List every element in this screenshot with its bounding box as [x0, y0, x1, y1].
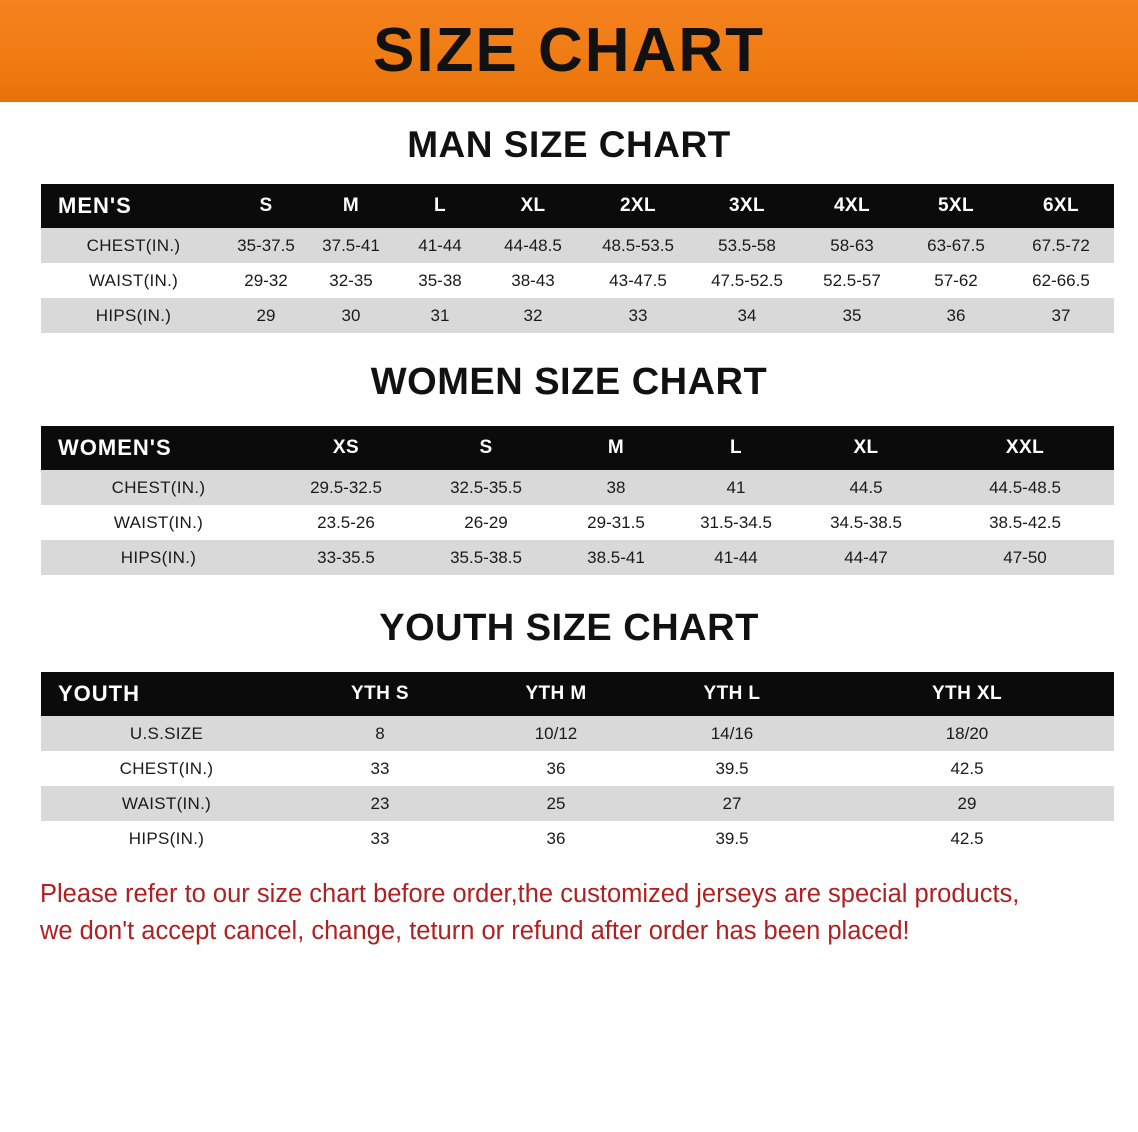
man-row-label-1: WAIST(IN.): [41, 263, 226, 298]
man-cell-2-1: 30: [306, 298, 396, 333]
man-cell-1-5: 47.5-52.5: [694, 263, 800, 298]
table-row: [41, 751, 1114, 786]
youth-cell-0-2: 14/16: [644, 716, 820, 751]
youth-row-label-1: CHEST(IN.): [41, 751, 292, 786]
man-cell-0-1: 37.5-41: [306, 228, 396, 263]
man-col-0: S: [226, 184, 306, 228]
table-row: [41, 821, 1114, 856]
man-cell-2-3: 32: [484, 298, 582, 333]
women-cell-0-1: 32.5-35.5: [416, 470, 556, 505]
man-col-8: 6XL: [1008, 184, 1114, 228]
women-size-table: [41, 426, 1114, 575]
youth-corner-label: YOUTH: [41, 672, 292, 716]
youth-cell-2-0: 23: [292, 786, 468, 821]
man-cell-2-2: 31: [396, 298, 484, 333]
man-col-4: 2XL: [582, 184, 694, 228]
youth-table-body: [41, 716, 1114, 856]
man-section-title: MAN SIZE CHART: [407, 124, 731, 165]
table-row: [41, 298, 1114, 333]
man-table-head: [41, 184, 1114, 228]
man-cell-0-6: 58-63: [800, 228, 904, 263]
table-row: [41, 470, 1114, 505]
women-cell-0-5: 44.5-48.5: [936, 470, 1114, 505]
women-cell-2-2: 38.5-41: [556, 540, 676, 575]
man-cell-2-8: 37: [1008, 298, 1114, 333]
youth-cell-1-2: 39.5: [644, 751, 820, 786]
youth-header-row: [41, 672, 1114, 716]
disclaimer-line-1: Please refer to our size chart before order,the customized jerseys are special products,: [40, 880, 1020, 908]
women-cell-2-4: 44-47: [796, 540, 936, 575]
man-cell-1-2: 35-38: [396, 263, 484, 298]
women-col-3: L: [676, 426, 796, 470]
man-col-3: XL: [484, 184, 582, 228]
man-cell-1-0: 29-32: [226, 263, 306, 298]
man-cell-1-8: 62-66.5: [1008, 263, 1114, 298]
women-cell-1-5: 38.5-42.5: [936, 505, 1114, 540]
youth-cell-1-0: 33: [292, 751, 468, 786]
man-cell-1-4: 43-47.5: [582, 263, 694, 298]
women-cell-1-3: 31.5-34.5: [676, 505, 796, 540]
women-col-5: XXL: [936, 426, 1114, 470]
table-row: [41, 786, 1114, 821]
man-cell-0-7: 63-67.5: [904, 228, 1008, 263]
youth-section-title: YOUTH SIZE CHART: [379, 607, 759, 649]
man-row-label-2: HIPS(IN.): [41, 298, 226, 333]
man-cell-0-5: 53.5-58: [694, 228, 800, 263]
man-cell-2-4: 33: [582, 298, 694, 333]
man-cell-2-0: 29: [226, 298, 306, 333]
man-col-6: 4XL: [800, 184, 904, 228]
disclaimer-note: [40, 876, 1098, 950]
youth-cell-1-1: 36: [468, 751, 644, 786]
women-table-wrap: [41, 426, 1097, 575]
women-cell-1-0: 23.5-26: [276, 505, 416, 540]
youth-cell-1-3: 42.5: [820, 751, 1114, 786]
man-row-label-0: CHEST(IN.): [41, 228, 226, 263]
man-cell-2-5: 34: [694, 298, 800, 333]
women-col-1: S: [416, 426, 556, 470]
women-cell-1-2: 29-31.5: [556, 505, 676, 540]
women-cell-0-2: 38: [556, 470, 676, 505]
youth-row-label-3: HIPS(IN.): [41, 821, 292, 856]
youth-cell-3-0: 33: [292, 821, 468, 856]
man-col-1: M: [306, 184, 396, 228]
man-col-2: L: [396, 184, 484, 228]
youth-cell-2-1: 25: [468, 786, 644, 821]
man-col-5: 3XL: [694, 184, 800, 228]
man-table-body: [41, 228, 1114, 333]
youth-size-table: [41, 672, 1114, 856]
table-row: [41, 228, 1114, 263]
man-col-7: 5XL: [904, 184, 1008, 228]
women-row-label-0: CHEST(IN.): [41, 470, 276, 505]
women-table-body: [41, 470, 1114, 575]
youth-row-label-2: WAIST(IN.): [41, 786, 292, 821]
man-cell-2-6: 35: [800, 298, 904, 333]
table-row: [41, 505, 1114, 540]
women-cell-2-3: 41-44: [676, 540, 796, 575]
women-cell-2-0: 33-35.5: [276, 540, 416, 575]
youth-cell-0-0: 8: [292, 716, 468, 751]
youth-table-wrap: [41, 672, 1097, 856]
women-section-title: WOMEN SIZE CHART: [370, 361, 768, 403]
youth-cell-0-1: 10/12: [468, 716, 644, 751]
women-cell-2-1: 35.5-38.5: [416, 540, 556, 575]
man-cell-0-4: 48.5-53.5: [582, 228, 694, 263]
man-corner-label: MEN'S: [41, 184, 226, 228]
youth-row-label-0: U.S.SIZE: [41, 716, 292, 751]
youth-col-0: YTH S: [292, 672, 468, 716]
youth-cell-3-1: 36: [468, 821, 644, 856]
women-cell-2-5: 47-50: [936, 540, 1114, 575]
page-banner: [0, 0, 1138, 102]
youth-col-2: YTH L: [644, 672, 820, 716]
man-cell-1-1: 32-35: [306, 263, 396, 298]
women-table-head: [41, 426, 1114, 470]
man-cell-0-3: 44-48.5: [484, 228, 582, 263]
women-col-2: M: [556, 426, 676, 470]
man-cell-0-2: 41-44: [396, 228, 484, 263]
women-col-0: XS: [276, 426, 416, 470]
man-cell-0-8: 67.5-72: [1008, 228, 1114, 263]
women-row-label-1: WAIST(IN.): [41, 505, 276, 540]
youth-col-1: YTH M: [468, 672, 644, 716]
youth-cell-2-2: 27: [644, 786, 820, 821]
youth-cell-3-3: 42.5: [820, 821, 1114, 856]
women-cell-1-1: 26-29: [416, 505, 556, 540]
table-row: [41, 716, 1114, 751]
table-row: [41, 263, 1114, 298]
women-header-row: [41, 426, 1114, 470]
women-row-label-2: HIPS(IN.): [41, 540, 276, 575]
youth-cell-3-2: 39.5: [644, 821, 820, 856]
man-cell-1-7: 57-62: [904, 263, 1008, 298]
disclaimer-line-2: we don't accept cancel, change, teturn or refund after order has been placed!: [40, 916, 910, 945]
women-cell-0-3: 41: [676, 470, 796, 505]
youth-table-head: [41, 672, 1114, 716]
man-table-wrap: [41, 184, 1097, 333]
women-cell-1-4: 34.5-38.5: [796, 505, 936, 540]
youth-cell-2-3: 29: [820, 786, 1114, 821]
man-cell-1-3: 38-43: [484, 263, 582, 298]
man-cell-2-7: 36: [904, 298, 1008, 333]
table-row: [41, 540, 1114, 575]
women-cell-0-0: 29.5-32.5: [276, 470, 416, 505]
women-col-4: XL: [796, 426, 936, 470]
man-cell-1-6: 52.5-57: [800, 263, 904, 298]
man-header-row: [41, 184, 1114, 228]
page-title: SIZE CHART: [373, 16, 765, 85]
man-cell-0-0: 35-37.5: [226, 228, 306, 263]
youth-col-3: YTH XL: [820, 672, 1114, 716]
women-cell-0-4: 44.5: [796, 470, 936, 505]
youth-cell-0-3: 18/20: [820, 716, 1114, 751]
man-size-table: [41, 184, 1114, 333]
women-corner-label: WOMEN'S: [41, 426, 276, 470]
